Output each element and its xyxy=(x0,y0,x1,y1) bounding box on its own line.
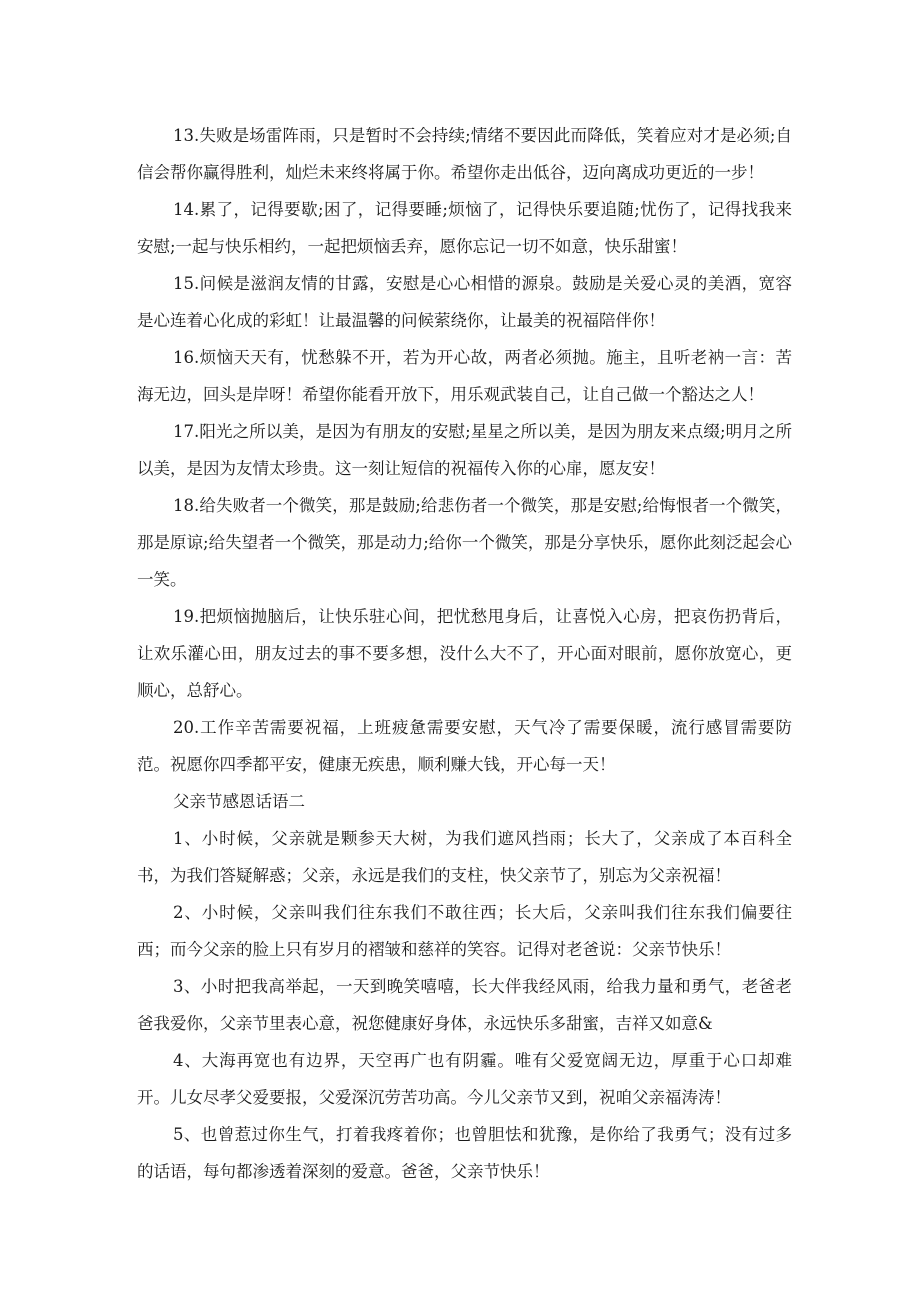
paragraph-18: 18.给失败者一个微笑，那是鼓励;给悲伤者一个微笑，那是安慰;给悔恨者一个微笑，那是原谅;给失望者一个微笑，那是动力;给你一个微笑，那是分享快乐，愿你此刻泛起会心一笑。 xyxy=(137,496,792,589)
paragraph-14: 14.累了，记得要歇;困了，记得要睡;烦恼了，记得快乐要追随;忧伤了，记得找我来安慰;一起与快乐相约，一起把烦恼丢弃，愿你忘记一切不如意，快乐甜蜜！ xyxy=(137,200,792,256)
paragraph-15: 15.问候是滋润友情的甘露，安慰是心心相惜的源泉。鼓励是关爱心灵的美酒，宽容是心连着心化成的彩虹！让最温馨的问候萦绕你，让最美的祝福陪伴你！ xyxy=(137,274,792,330)
paragraph-17: 17.阳光之所以美，是因为有朋友的安慰;星星之所以美，是因为朋友来点缀;明月之所以美，是因为友情太珍贵。这一刻让短信的祝福传入你的心扉，愿友安！ xyxy=(137,422,792,478)
document-body xyxy=(137,117,792,1190)
section-paragraph-4: 4、大海再宽也有边界，天空再广也有阴霾。唯有父爱宽阔无边，厚重于心口却难开。儿女尽孝父爱要报，父爱深沉劳苦功高。今儿父亲节又到，祝咱父亲福涛涛！ xyxy=(137,1051,792,1107)
paragraph-19: 19.把烦恼抛脑后，让快乐驻心间，把忧愁甩身后，让喜悦入心房，把哀伤扔背后，让欢乐灌心田，朋友过去的事不要多想，没什么大不了，开心面对眼前，愿你放宽心，更顺心，总舒心。 xyxy=(137,607,792,700)
section-paragraph-3: 3、小时把我高举起，一天到晚笑嘻嘻，长大伴我经风雨，给我力量和勇气，老爸老爸我爱你，父亲节里表心意，祝您健康好身体，永远快乐多甜蜜，吉祥又如意& xyxy=(137,977,792,1033)
paragraph-20: 20.工作辛苦需要祝福，上班疲惫需要安慰，天气冷了需要保暖，流行感冒需要防范。祝愿你四季都平安，健康无疾患，顺利赚大钱，开心每一天！ xyxy=(137,718,792,774)
paragraph-13: 13.失败是场雷阵雨，只是暂时不会持续;情绪不要因此而降低，笑着应对才是必须;自信会帮你赢得胜利，灿烂未来终将属于你。希望你走出低谷，迈向离成功更近的一步！ xyxy=(137,126,792,182)
section-heading: 父亲节感恩话语二 xyxy=(173,792,305,811)
section-paragraph-2: 2、小时候，父亲叫我们往东我们不敢往西；长大后，父亲叫我们往东我们偏要往西；而今父亲的脸上只有岁月的褶皱和慈祥的笑容。记得对老爸说：父亲节快乐！ xyxy=(137,903,792,959)
section-paragraph-1: 1、小时候，父亲就是颗参天大树，为我们遮风挡雨；长大了，父亲成了本百科全书，为我们答疑解惑；父亲，永远是我们的支柱，快父亲节了，别忘为父亲祝福！ xyxy=(137,829,792,885)
section-paragraph-5: 5、也曾惹过你生气，打着我疼着你；也曾胆怯和犹豫，是你给了我勇气；没有过多的话语，每句都渗透着深刻的爱意。爸爸，父亲节快乐！ xyxy=(137,1125,792,1181)
paragraph-16: 16.烦恼天天有，忧愁躲不开，若为开心故，两者必须抛。施主，且听老衲一言：苦海无边，回头是岸呀！希望你能看开放下，用乐观武装自己，让自己做一个豁达之人！ xyxy=(137,348,792,404)
